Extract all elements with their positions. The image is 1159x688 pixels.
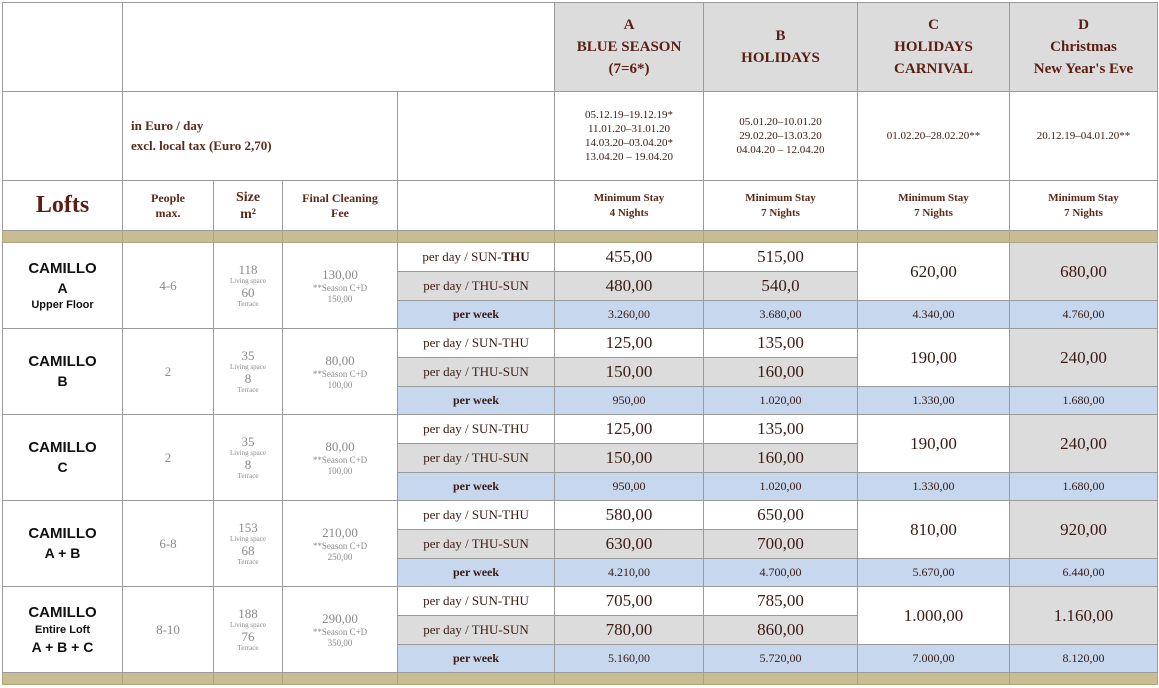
price-d-week: 1.680,00 (1010, 473, 1158, 501)
season-d-dates: 20.12.19–04.01.20** (1010, 92, 1158, 181)
size-heading: Size m² (214, 181, 283, 231)
price-table (2, 2, 1158, 685)
lofts-heading: Lofts (3, 181, 123, 231)
rate-label-thu-sun: per day / THU-SUN (398, 616, 555, 645)
loft-size: 35 Living space 8 Terrace (214, 415, 283, 501)
price-d-per-day: 240,00 (1010, 415, 1158, 473)
price-b-week: 4.700,00 (704, 559, 858, 587)
min-stay-d: Minimum Stay 7 Nights (1010, 181, 1158, 231)
rate-label-per-week: per week (398, 473, 555, 501)
blank-cell (3, 92, 123, 181)
price-a-sun-thu: 580,00 (555, 501, 704, 530)
blank-cell (398, 92, 555, 181)
min-stay-b: Minimum Stay 7 Nights (704, 181, 858, 231)
loft-row-sun-thu (3, 329, 1158, 358)
loft-name: CAMILLO Entire Loft A + B + C (3, 587, 123, 673)
loft-cleaning-fee: 290,00 **Season C+D 350,00 (283, 587, 398, 673)
price-b-sun-thu: 135,00 (704, 329, 858, 358)
rate-label-per-week: per week (398, 559, 555, 587)
price-d-week: 6.440,00 (1010, 559, 1158, 587)
loft-name: CAMILLO C (3, 415, 123, 501)
season-c-header: C HOLIDAYS CARNIVAL (858, 3, 1010, 92)
price-c-week: 1.330,00 (858, 473, 1010, 501)
loft-size: 118 Living space 60 Terrace (214, 243, 283, 329)
season-b-dates: 05.01.20–10.01.20 29.02.20–13.03.20 04.04.20 – 12.04.20 (704, 92, 858, 181)
loft-name: CAMILLO A + B (3, 501, 123, 587)
loft-cleaning-fee: 80,00 **Season C+D 100,00 (283, 415, 398, 501)
rate-label-per-week: per week (398, 301, 555, 329)
price-c-week: 4.340,00 (858, 301, 1010, 329)
price-b-sun-thu: 135,00 (704, 415, 858, 444)
blank-header (123, 3, 555, 92)
rate-label-thu-sun: per day / THU-SUN (398, 358, 555, 387)
price-a-week: 5.160,00 (555, 645, 704, 673)
loft-row-sun-thu (3, 415, 1158, 444)
rate-label-thu-sun: per day / THU-SUN (398, 272, 555, 301)
price-c-per-day: 190,00 (858, 415, 1010, 473)
price-d-per-day: 240,00 (1010, 329, 1158, 387)
price-a-sun-thu: 455,00 (555, 243, 704, 272)
price-b-thu-sun: 160,00 (704, 358, 858, 387)
divider-bar (3, 231, 1158, 243)
blank-corner (3, 3, 123, 92)
season-a-header: A BLUE SEASON (7=6*) (555, 3, 704, 92)
price-c-week: 1.330,00 (858, 387, 1010, 415)
price-c-week: 5.670,00 (858, 559, 1010, 587)
rate-label-sun-thu: per day / SUN-THU (398, 415, 555, 444)
price-c-per-day: 190,00 (858, 329, 1010, 387)
price-d-week: 8.120,00 (1010, 645, 1158, 673)
dates-row (3, 92, 1158, 181)
season-a-dates: 05.12.19–19.12.19* 11.01.20–31.01.20 14.03.20–03.04.20* 13.04.20 – 19.04.20 (555, 92, 704, 181)
price-b-thu-sun: 860,00 (704, 616, 858, 645)
loft-row-sun-thu (3, 501, 1158, 530)
price-a-thu-sun: 780,00 (555, 616, 704, 645)
loft-name: CAMILLO B (3, 329, 123, 415)
min-stay-c: Minimum Stay 7 Nights (858, 181, 1010, 231)
price-a-week: 950,00 (555, 387, 704, 415)
loft-row-sun-thu (3, 587, 1158, 616)
price-a-sun-thu: 125,00 (555, 329, 704, 358)
price-b-thu-sun: 700,00 (704, 530, 858, 559)
column-header-row (3, 181, 1158, 231)
loft-people: 6-8 (123, 501, 214, 587)
rate-label-per-week: per week (398, 387, 555, 415)
loft-size: 188 Living space 76 Terrace (214, 587, 283, 673)
price-a-thu-sun: 480,00 (555, 272, 704, 301)
price-a-week: 4.210,00 (555, 559, 704, 587)
loft-row-sun-thu (3, 243, 1158, 272)
rate-label-sun-thu: per day / SUN-THU (398, 501, 555, 530)
cleaning-fee-heading: Final Cleaning Fee (283, 181, 398, 231)
loft-cleaning-fee: 210,00 **Season C+D 250,00 (283, 501, 398, 587)
rate-label-sun-thu: per day / SUN-THU (398, 587, 555, 616)
loft-cleaning-fee: 80,00 **Season C+D 100,00 (283, 329, 398, 415)
season-b-header: B HOLIDAYS (704, 3, 858, 92)
loft-size: 153 Living space 68 Terrace (214, 501, 283, 587)
price-b-thu-sun: 540,0 (704, 272, 858, 301)
rate-label-per-week: per week (398, 645, 555, 673)
loft-size: 35 Living space 8 Terrace (214, 329, 283, 415)
season-header-row (3, 3, 1158, 92)
price-b-week: 3.680,00 (704, 301, 858, 329)
price-a-week: 3.260,00 (555, 301, 704, 329)
price-b-week: 5.720,00 (704, 645, 858, 673)
price-d-per-day: 680,00 (1010, 243, 1158, 301)
rate-label-thu-sun: per day / THU-SUN (398, 530, 555, 559)
loft-people: 2 (123, 329, 214, 415)
price-d-week: 1.680,00 (1010, 387, 1158, 415)
loft-people: 2 (123, 415, 214, 501)
price-a-sun-thu: 705,00 (555, 587, 704, 616)
rate-label-sun-thu: per day / SUN-THU (398, 329, 555, 358)
divider-bar-bottom (3, 673, 1158, 685)
price-c-per-day: 1.000,00 (858, 587, 1010, 645)
loft-people: 8-10 (123, 587, 214, 673)
rate-label-thu-sun: per day / THU-SUN (398, 444, 555, 473)
price-b-week: 1.020,00 (704, 387, 858, 415)
price-d-week: 4.760,00 (1010, 301, 1158, 329)
price-c-per-day: 620,00 (858, 243, 1010, 301)
price-a-thu-sun: 150,00 (555, 358, 704, 387)
price-c-week: 7.000,00 (858, 645, 1010, 673)
price-b-week: 1.020,00 (704, 473, 858, 501)
loft-cleaning-fee: 130,00 **Season C+D 150,00 (283, 243, 398, 329)
price-a-thu-sun: 630,00 (555, 530, 704, 559)
season-d-header: D Christmas New Year's Eve (1010, 3, 1158, 92)
loft-people: 4-6 (123, 243, 214, 329)
season-c-dates: 01.02.20–28.02.20** (858, 92, 1010, 181)
price-a-thu-sun: 150,00 (555, 444, 704, 473)
price-a-sun-thu: 125,00 (555, 415, 704, 444)
price-b-sun-thu: 650,00 (704, 501, 858, 530)
price-c-per-day: 810,00 (858, 501, 1010, 559)
price-b-sun-thu: 785,00 (704, 587, 858, 616)
price-info-note: in Euro / day excl. local tax (Euro 2,70) (123, 92, 398, 181)
price-b-sun-thu: 515,00 (704, 243, 858, 272)
price-d-per-day: 1.160,00 (1010, 587, 1158, 645)
price-a-week: 950,00 (555, 473, 704, 501)
min-stay-a: Minimum Stay 4 Nights (555, 181, 704, 231)
price-d-per-day: 920,00 (1010, 501, 1158, 559)
rate-label-sun-thu: per day / SUN-THU (398, 243, 555, 272)
loft-name: CAMILLO A Upper Floor (3, 243, 123, 329)
people-heading: People max. (123, 181, 214, 231)
blank-cell (398, 181, 555, 231)
price-b-thu-sun: 160,00 (704, 444, 858, 473)
